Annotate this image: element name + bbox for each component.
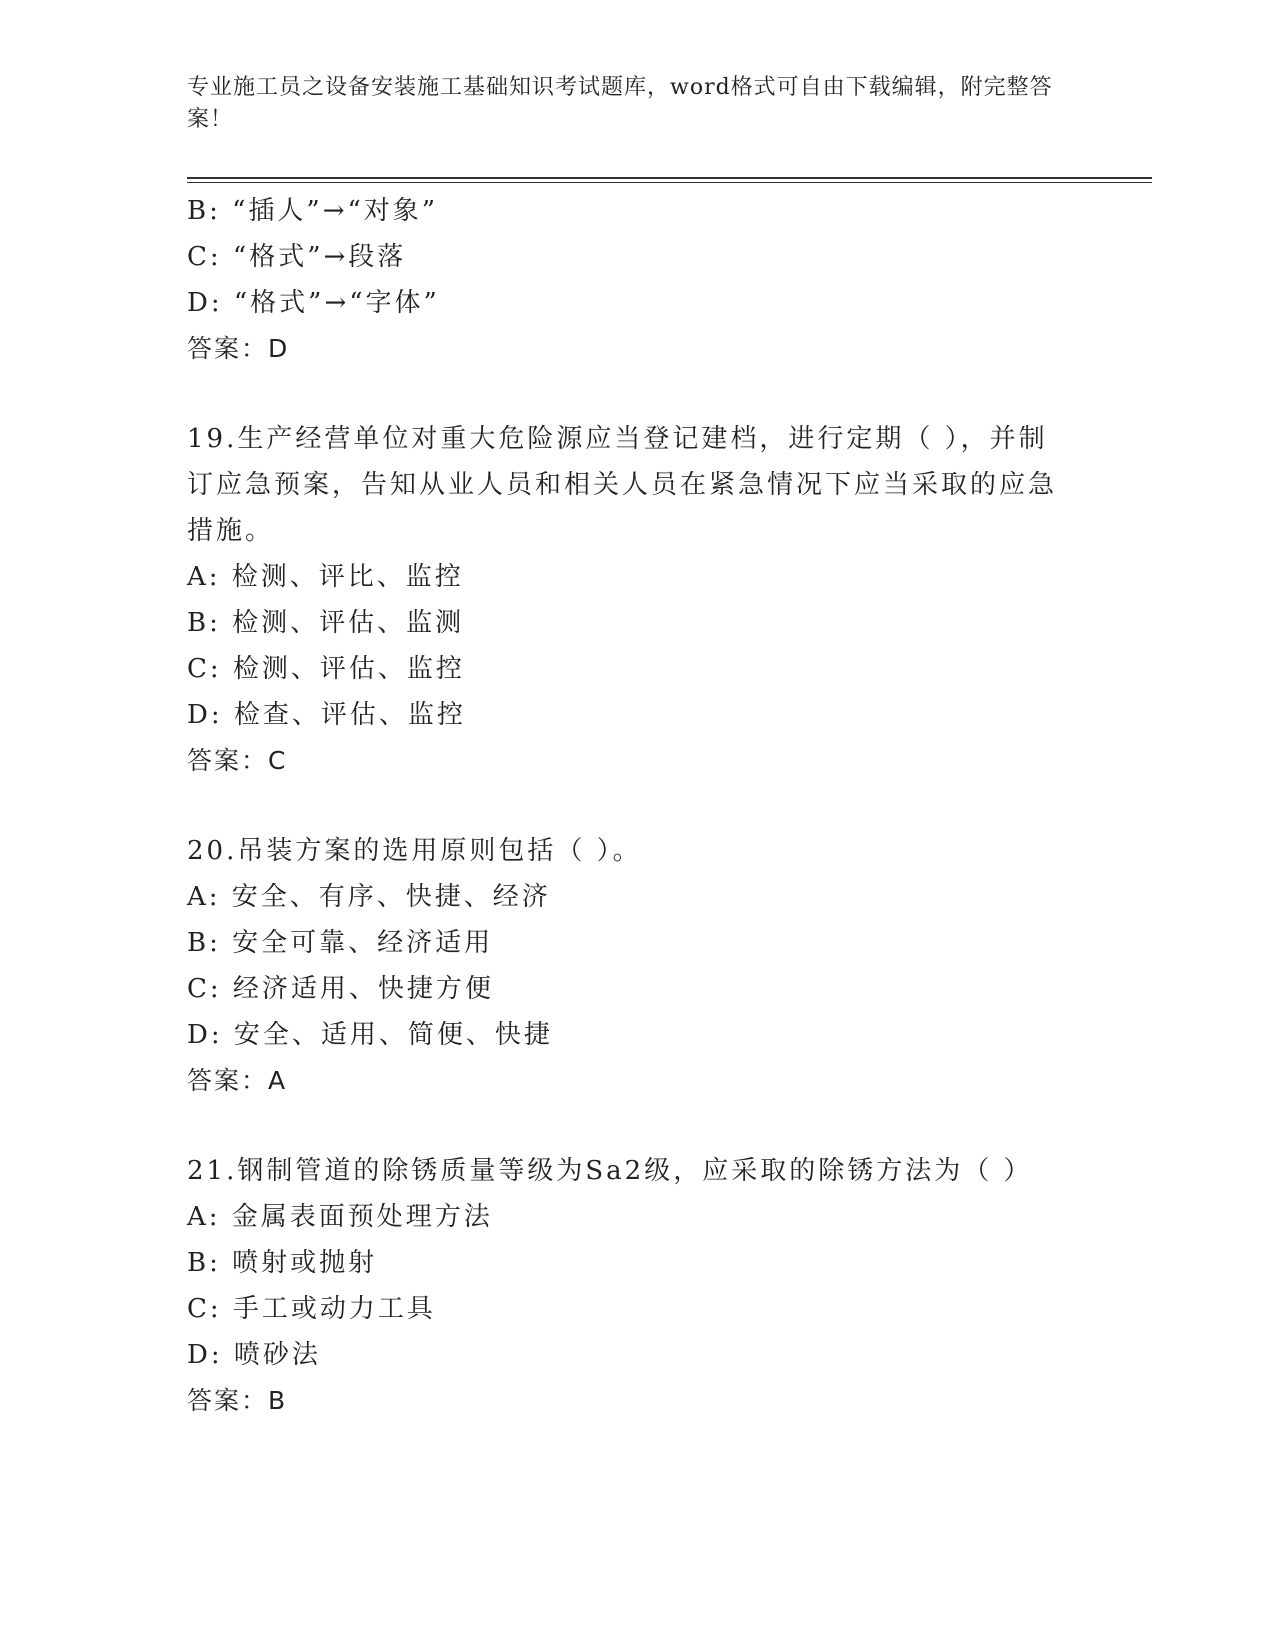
page-header: 专业施工员之设备安装施工基础知识考试题库，word格式可自由下载编辑，附完整答案！: [187, 75, 1053, 132]
question-stem: 20.吊装方案的选用原则包括（ ）。: [187, 836, 642, 866]
option-b: B: “插人”→“对象”: [187, 196, 439, 226]
answer-line: 答案：D: [187, 334, 290, 363]
header-divider-thin: [187, 182, 1152, 183]
option-d: D: 安全、适用、简便、快捷: [187, 1020, 553, 1050]
question-21: [187, 1148, 1067, 1424]
answer-line: 答案：A: [187, 1066, 288, 1095]
option-c: C: 经济适用、快捷方便: [187, 974, 494, 1004]
option-c: C: 手工或动力工具: [187, 1294, 436, 1324]
option-a: A: 金属表面预处理方法: [187, 1202, 493, 1232]
option-c: C: “格式”→段落: [187, 242, 407, 272]
question-19: [187, 416, 1067, 784]
option-d: D: 检查、评估、监控: [187, 700, 466, 730]
option-b: B: 喷射或抛射: [187, 1248, 378, 1278]
question-stem: 19.生产经营单位对重大危险源应当登记建档，进行定期（ ），并制订应急预案，告知从业人员和相关人员在紧急情况下应当采取的应急措施。: [187, 424, 1058, 546]
option-d: D: “格式”→“字体”: [187, 288, 440, 318]
question-list: [187, 188, 1067, 1424]
option-d: D: 喷砂法: [187, 1340, 321, 1370]
option-b: B: 检测、评估、监测: [187, 608, 465, 638]
option-c: C: 检测、评估、监控: [187, 654, 465, 684]
option-b: B: 安全可靠、经济适用: [187, 928, 494, 958]
question-20: [187, 828, 1067, 1104]
header-divider-thick: [187, 177, 1152, 179]
question-18-continuation: [187, 188, 1067, 372]
question-stem: 21.钢制管道的除锈质量等级为Sa2级，应采取的除锈方法为（ ）: [187, 1156, 1033, 1186]
answer-line: 答案：B: [187, 1386, 288, 1415]
answer-line: 答案：C: [187, 746, 288, 775]
option-a: A: 安全、有序、快捷、经济: [187, 882, 551, 912]
option-a: A: 检测、评比、监控: [187, 562, 464, 592]
